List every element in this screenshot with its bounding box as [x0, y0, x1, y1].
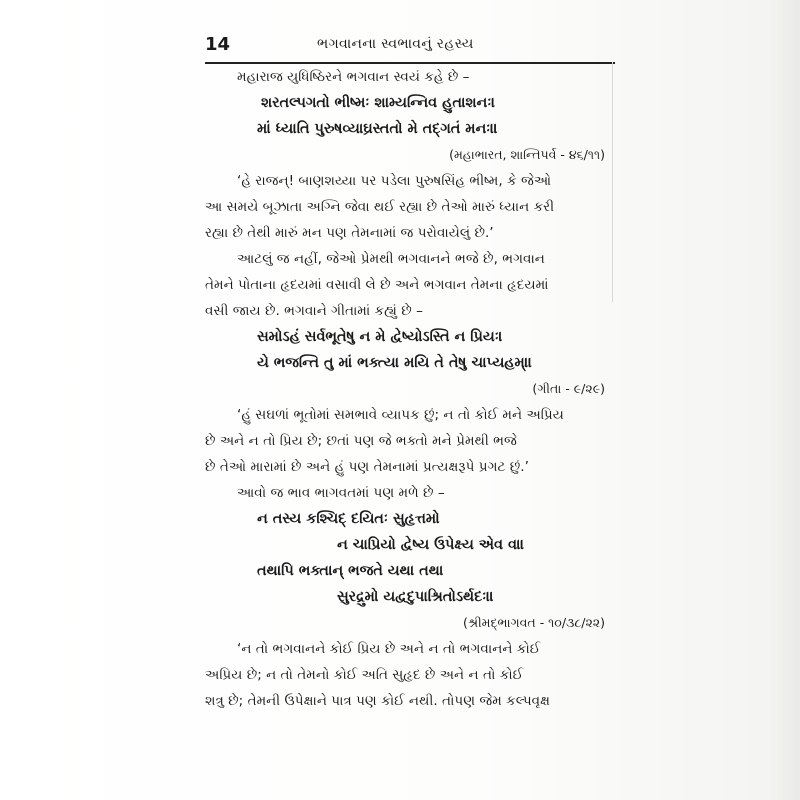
running-head: ભગવાનના સ્વભાવનું રહસ્ય	[317, 36, 474, 52]
paragraph-line: આવો જ ભાવ ભાગવતમાં પણ મળે છે –	[237, 485, 445, 501]
paragraph-line: અપ્રિય છે; ન તો તેમનો કોઈ અતિ સુહૃદ છે અને ન તો કોઈ	[205, 667, 524, 683]
intro-line: મહારાજ યુધિષ્ઠિરને ભગવાન સ્વયં કહે છે –	[237, 69, 470, 85]
paragraph-line: ‘ન તો ભગવાનને કોઈ પ્રિય છે અને ન તો ભગવાનને કોઈ	[237, 641, 541, 657]
shloka-line: શરતલ્પગતો ભીષ્મઃ શામ્યન્નિવ હુતાશનઃ।	[261, 95, 496, 111]
paragraph-line: શત્રુ છે; તેમની ઉપેક્ષાને પાત્ર પણ કોઈ નથી. તોપણ જેમ કલ્પવૃક્ષ	[205, 693, 551, 709]
page-header	[205, 34, 615, 64]
shloka-line: યે ભજન્તિ તુ માં ભક્ત્યા મયિ તે તેષુ ચાપ્યહમ્॥	[257, 355, 533, 371]
page-body	[205, 64, 615, 714]
paragraph-line: છે અને ન તો પ્રિય છે; છતાં પણ જે ભક્તો મને પ્રેમથી ભજે	[205, 433, 517, 449]
shloka-line: સમોઽહં સર્વભૂતેષુ ન મે દ્વેષ્યોઽસ્તિ ન પ્રિયઃ।	[257, 329, 503, 345]
reference-citation: (શ્રીમદ્ભાગવત - ૧૦/૩૮/૨૨)	[463, 615, 605, 630]
paragraph-line: ‘હું સઘળાં ભૂતોમાં સમભાવે વ્યાપક છું; ન તો કોઈ મને અપ્રિય	[237, 407, 564, 423]
shloka-line: ન તસ્ય કશ્ચિદ્ દયિતઃ સુહૃત્તમો	[257, 511, 440, 527]
paragraph-line: રહ્યા છે તેથી મારું મન પણ તેમનામાં જ પરોવાયેલું છે.’	[205, 225, 494, 241]
paragraph-line: ‘હે રાજન્! બાણશય્યા પર પડેલા પુરુષસિંહ ભીષ્મ, કે જેઓ	[237, 173, 552, 189]
page-number: 14	[205, 34, 231, 55]
shloka-line: તથાપિ ભક્તાન્ ભજતે યથા તથા	[257, 563, 444, 579]
shloka-line: સુરદ્રુમો યદ્વદુપાશ્રિતોઽર્થદઃ॥	[337, 589, 494, 605]
paragraph-line: વસી જાય છે. ભગવાને ગીતામાં કહ્યું છે –	[205, 303, 423, 319]
paragraph-line: આ સમયે બૂઝાતા અગ્નિ જેવા થઈ રહ્યા છે તેઓ મારું ધ્યાન કરી	[205, 199, 555, 215]
reference-citation: (મહાભારત, શાન્તિપર્વ - ૪૬/૧૧)	[449, 147, 605, 162]
paragraph-line: છે તેઓ મારામાં છે અને હું પણ તેમનામાં પ્રત્યક્ષરૂપે પ્રગટ છું.’	[205, 459, 529, 475]
paragraph-line: તેમને પોતાના હૃદયમાં વસાવી લે છે અને ભગવાન તેમના હૃદયમાં	[205, 277, 549, 293]
paragraph-line: આટલું જ નહીં, જેઓ પ્રેમથી ભગવાનને ભજે છે, ભગવાન	[237, 251, 545, 267]
reference-citation: (ગીતા - ૯/૨૯)	[532, 381, 605, 396]
shloka-line: માં ધ્યાતિ પુરુષવ્યાઘ્રસ્તતો મે તદ્ગતં મનઃ॥	[257, 121, 498, 137]
shloka-line: ન ચાપ્રિયો દ્વેષ્ય ઉપેક્ષ્ય એવ વા।	[337, 537, 525, 553]
